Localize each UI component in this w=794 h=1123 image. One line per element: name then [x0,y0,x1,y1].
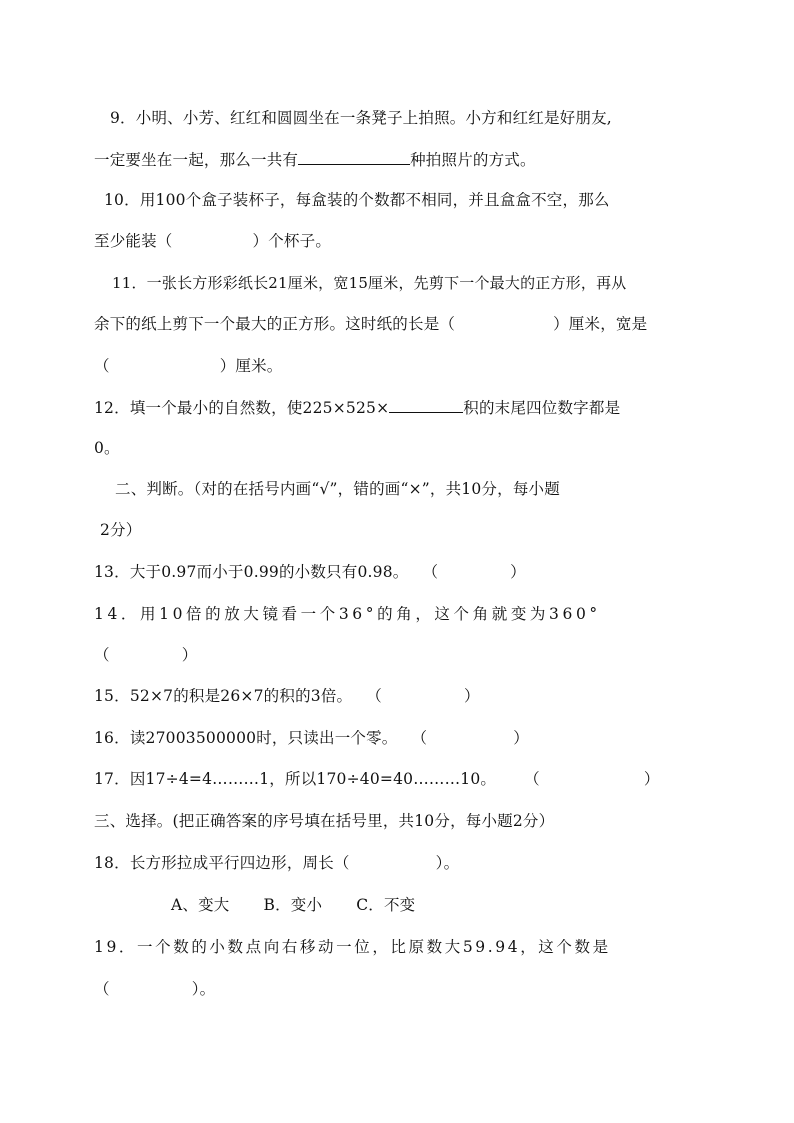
question-9-text-b: 种拍照片的方式。 [410,151,536,169]
question-14-paren-close: ） [181,646,198,664]
section-2-heading [115,478,560,500]
question-14-line-2 [94,644,197,666]
question-13-paren-close: ） [510,563,526,581]
question-13-text: 13．大于0.97而小于0.99的小数只有0.98。 [94,563,409,581]
answer-blank-9[interactable] [298,148,410,165]
question-19-paren-open: （ [94,980,110,998]
question-14-line-1 [94,603,601,625]
question-10-line-2 [94,230,331,252]
question-12-text-a: 12．填一个最小的自然数，使225×525× [94,399,390,417]
question-12-line-1 [94,396,620,419]
question-18-text-b: ）。 [435,854,460,872]
question-9-line-2 [94,148,536,171]
question-17 [94,768,660,790]
option-a[interactable]: A、变大 [171,896,230,914]
question-10-text-b: ）个杯子。 [252,232,332,250]
question-13 [94,561,526,583]
option-b[interactable]: B．变小 [263,896,323,914]
question-16-paren-open: （ [411,729,428,747]
question-12-line-2 [94,437,120,459]
question-17-paren-close: ） [643,770,660,788]
question-10-line-1 [104,189,610,211]
question-17-text: 17．因17÷4=4………1，所以170÷40=40………10。 [94,770,497,788]
question-11-text-c: （ [94,357,110,375]
question-11-line-1 [112,272,626,294]
question-9-text-a: 一定要坐在一起，那么一共有 [94,151,299,169]
question-16-text: 16．读27003500000时，只读出一个零。 [94,729,398,747]
section-2-text-b: 2分） [100,521,142,539]
question-15-paren-open: （ [366,687,382,705]
question-16 [94,727,529,749]
question-11-text-b: ）厘米，宽是 [553,315,648,333]
question-15 [94,685,480,707]
question-11-line-2 [94,313,647,335]
answer-blank-12[interactable] [389,396,463,413]
section-2-heading-line-2 [100,519,141,541]
section-3-heading [94,810,554,832]
question-9-text: 9．小明、小芳、红红和圆圆坐在一条凳子上拍照。小方和红红是好朋友, [110,109,612,127]
question-18-text-a: 18．长方形拉成平行四边形，周长（ [94,854,350,872]
question-14-paren-open: （ [94,646,110,664]
question-11-text: 11．一张长方形彩纸长21厘米，宽15厘米，先剪下一个最大的正方形，再从 [112,274,627,292]
question-11-text-d: ）厘米。 [219,357,283,375]
option-c[interactable]: C．不变 [356,896,416,914]
question-19-text: 19．一个数的小数点向右移动一位，比原数大59.94，这个数是 [94,938,611,956]
question-19-line-2 [94,978,215,1000]
question-12-text-b: 积的末尾四位数字都是 [463,399,621,417]
question-14-text: 14．用10倍的放大镜看一个36°的角，这个角就变为360° [94,605,601,623]
section-3-text: 三、选择。(把正确答案的序号填在括号里，共10分，每小题2分） [94,812,555,830]
question-10-text: 10．用100个盒子装杯子，每盒装的个数都不相同，并且盒盒不空，那么 [104,191,610,209]
question-10-text-a: 至少能装（ [94,232,173,250]
question-16-paren-close: ） [513,729,529,747]
question-12-text-c: 0。 [94,439,120,457]
question-15-text: 15．52×7的积是26×7的积的3倍。 [94,687,353,705]
question-19-line-1 [94,936,611,958]
question-15-paren-close: ） [463,687,480,705]
question-17-paren-open: （ [524,770,540,788]
question-11-line-3 [94,355,283,377]
question-18-options [171,894,415,916]
question-11-text-a: 余下的纸上剪下一个最大的正方形。这时纸的长是（ [94,315,456,333]
question-18-line-1 [94,852,459,874]
question-13-paren-open: （ [422,563,439,581]
question-19-paren-close: ）。 [191,980,216,998]
question-9-line-1 [110,107,612,129]
section-2-text: 二、判断。（对的在括号内画“√”，错的画“×”，共10分，每小题 [115,480,560,498]
